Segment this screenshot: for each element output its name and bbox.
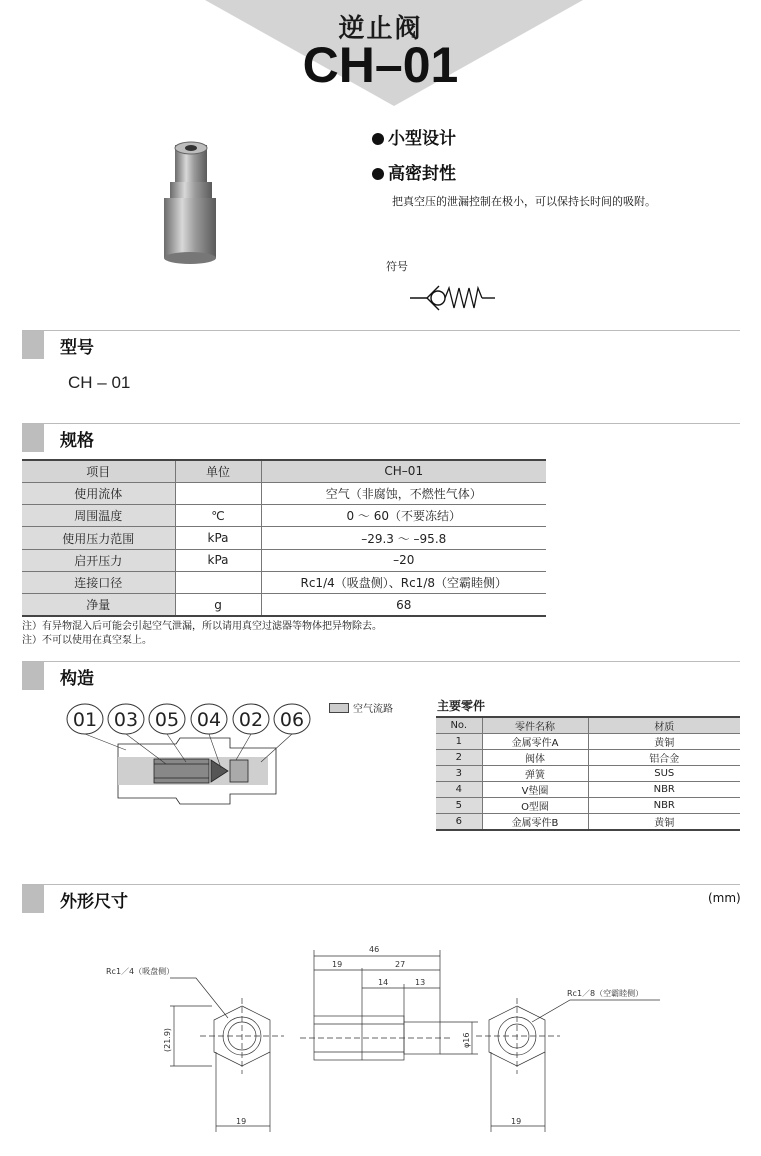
dim-label-port-right: Rc1／8（空霸睦侧）: [567, 989, 644, 998]
table-cell: 使用流体: [22, 482, 175, 504]
table-cell: 2: [436, 750, 482, 766]
callout-label: 04: [196, 709, 222, 731]
parts-title: 主要零件: [437, 699, 486, 713]
dim-len-b: 27: [395, 960, 406, 969]
table-row: [22, 527, 546, 549]
bullet-icon: [372, 133, 384, 145]
dim-hex-left: 19: [236, 1117, 247, 1126]
callout-label: 01: [72, 709, 98, 731]
table-cell: Rc1/4（吸盘侧）、Rc1/8（空霸睦侧）: [261, 571, 546, 593]
check-valve-symbol: [405, 280, 500, 316]
table-row: [22, 594, 546, 616]
table-row: [436, 798, 740, 814]
callout-label: 02: [238, 709, 264, 731]
table-row: [436, 750, 740, 766]
note: 注）不可以使用在真空泵上。: [22, 635, 152, 646]
section-title: 外形尺寸: [60, 891, 128, 912]
legend-swatch: [329, 703, 349, 713]
table-cell: [175, 482, 261, 504]
table-cell: 金属零件B: [482, 814, 588, 831]
table-header-row: [22, 460, 546, 482]
table-cell: 黄铜: [588, 814, 740, 831]
page-title: 逆止阀: [338, 14, 423, 44]
table-cell: 1: [436, 734, 482, 750]
section-title: 构造: [60, 668, 94, 689]
section-title: 规格: [60, 430, 94, 451]
model-number: CH – 01: [68, 373, 131, 392]
table-cell: V垫圈: [482, 782, 588, 798]
table-cell: 3: [436, 766, 482, 782]
dimension-drawing: [100, 940, 660, 1140]
column-header: 单位: [175, 460, 261, 482]
table-cell: ℃: [175, 505, 261, 527]
table-cell: NBR: [588, 782, 740, 798]
spec-notes: [22, 620, 382, 648]
table-cell: 0 ～ 60（不要冻结）: [261, 505, 546, 527]
feature-description: 把真空压的泄漏控制在极小，可以保持长时间的吸附。: [392, 195, 656, 208]
column-header: 零件名称: [482, 717, 588, 734]
table-cell: 使用压力范围: [22, 527, 175, 549]
column-header: 项目: [22, 460, 175, 482]
feature-small-design: 小型设计: [372, 124, 456, 149]
section-marker: [22, 885, 44, 913]
table-cell: O型圈: [482, 798, 588, 814]
table-cell: 周围温度: [22, 505, 175, 527]
dim-overall: 46: [369, 945, 380, 954]
table-cell: 铝合金: [588, 750, 740, 766]
table-row: [22, 482, 546, 504]
structure-diagram: [66, 702, 316, 817]
callout-label: 05: [154, 709, 180, 731]
note: 注）有异物混入后可能会引起空气泄漏，所以请用真空过滤器等物体把异物除去。: [22, 621, 382, 632]
dim-height: (21.9): [163, 1027, 172, 1052]
dim-diameter: φ16: [462, 1032, 471, 1048]
column-header: No.: [436, 717, 482, 734]
table-row: [22, 549, 546, 571]
table-cell: 5: [436, 798, 482, 814]
unit-label: (mm): [708, 891, 741, 905]
table-cell: 6: [436, 814, 482, 831]
table-row: [22, 571, 546, 593]
parts-table: [436, 716, 740, 831]
divider: [22, 330, 740, 331]
table-row: [436, 734, 740, 750]
divider: [22, 661, 740, 662]
dim-label-port-left: Rc1／4（吸盘侧）: [106, 967, 175, 976]
table-cell: NBR: [588, 798, 740, 814]
table-cell: 空气（非腐蚀，不燃性气体）: [261, 482, 546, 504]
section-dimensions: [22, 883, 128, 915]
section-structure: [22, 660, 94, 692]
section-model: [22, 329, 94, 361]
table-cell: 弹簧: [482, 766, 588, 782]
table-row: [22, 505, 546, 527]
symbol-label: 符号: [386, 260, 408, 273]
spec-table: [22, 459, 546, 617]
dim-hex-right: 19: [511, 1117, 522, 1126]
legend-label: 空气流路: [353, 704, 393, 715]
column-header: CH–01: [261, 460, 546, 482]
divider: [22, 423, 740, 424]
feature-high-seal: 高密封性: [372, 159, 456, 184]
table-row: [436, 782, 740, 798]
bullet-icon: [372, 168, 384, 180]
section-marker: [22, 662, 44, 690]
legend: [329, 700, 393, 715]
table-cell: –29.3 ～ –95.8: [261, 527, 546, 549]
table-cell: 连接口径: [22, 571, 175, 593]
dim-len-a: 19: [332, 960, 343, 969]
callout-label: 03: [113, 709, 139, 731]
table-row: [436, 814, 740, 831]
table-header-row: [436, 717, 740, 734]
column-header: 材质: [588, 717, 740, 734]
table-cell: 金属零件A: [482, 734, 588, 750]
table-cell: kPa: [175, 527, 261, 549]
table-cell: 净量: [22, 594, 175, 616]
table-cell: 4: [436, 782, 482, 798]
table-cell: 阀体: [482, 750, 588, 766]
product-image: [150, 140, 230, 265]
dim-len-c: 14: [378, 978, 389, 987]
table-cell: 黄铜: [588, 734, 740, 750]
section-marker: [22, 331, 44, 359]
callout-label: 06: [279, 709, 305, 731]
section-title: 型号: [60, 337, 94, 358]
table-cell: 68: [261, 594, 546, 616]
table-cell: [175, 571, 261, 593]
table-cell: kPa: [175, 549, 261, 571]
table-cell: 启开压力: [22, 549, 175, 571]
section-spec: [22, 422, 94, 454]
table-cell: g: [175, 594, 261, 616]
dim-len-d: 13: [415, 978, 426, 987]
model-heading: CH–01: [302, 37, 459, 93]
table-cell: SUS: [588, 766, 740, 782]
table-cell: –20: [261, 549, 546, 571]
table-row: [436, 766, 740, 782]
divider: [22, 884, 740, 885]
section-marker: [22, 424, 44, 452]
